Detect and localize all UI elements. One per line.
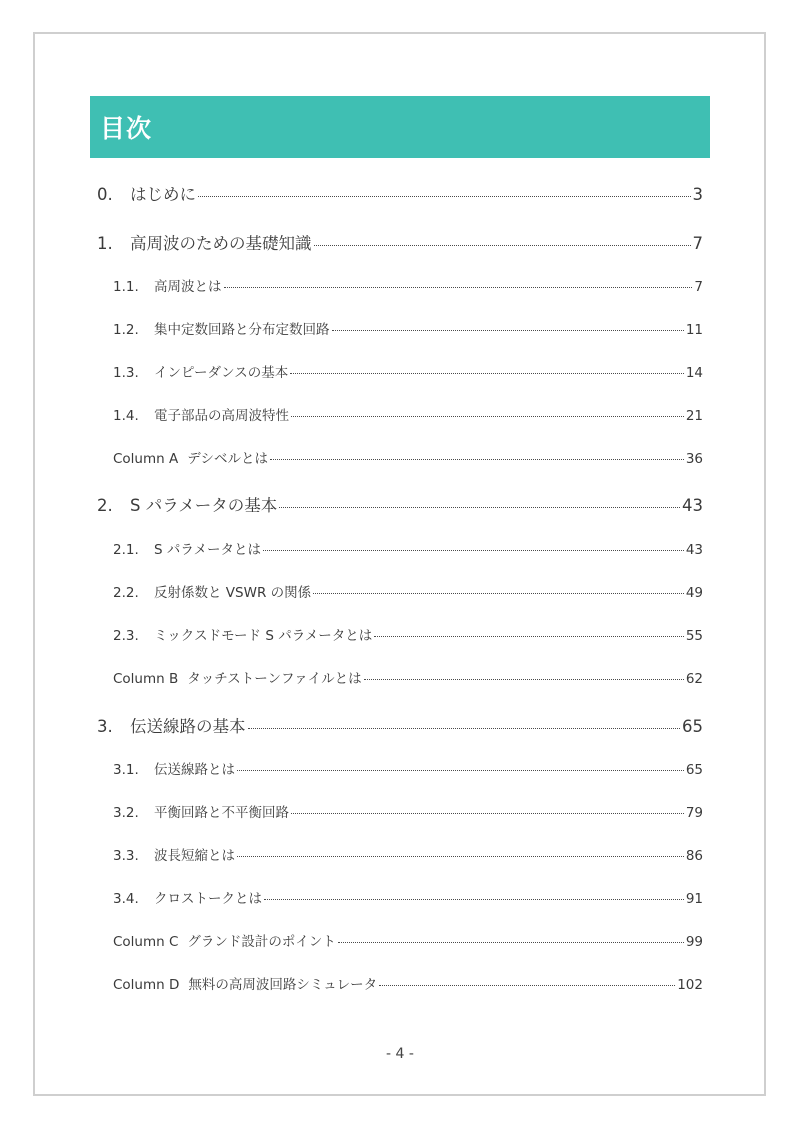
toc-section-entry[interactable] xyxy=(113,624,703,644)
toc-column-entry[interactable] xyxy=(113,930,703,950)
toc-entry-page: 49 xyxy=(685,585,703,601)
toc-dot-leader xyxy=(332,330,684,331)
toc-entry-number: 2.3. xyxy=(113,628,139,644)
toc-entry-page: 79 xyxy=(685,805,703,821)
toc-entry-page: 3 xyxy=(692,185,703,204)
toc-entry-page: 7 xyxy=(694,279,703,295)
toc-section-entry[interactable] xyxy=(113,361,703,381)
toc-entry-text: タッチストーンファイルとは xyxy=(187,671,362,687)
toc-entry-text: グランド設計のポイント xyxy=(187,934,336,950)
toc-dot-leader xyxy=(237,856,684,857)
toc-dot-leader xyxy=(263,550,684,551)
toc-entry-number: 3.3. xyxy=(113,848,139,864)
toc-dot-leader xyxy=(264,899,684,900)
toc-entry-number: 3.1. xyxy=(113,762,139,778)
toc-entry-number: 2. xyxy=(97,496,113,515)
toc-chapter-entry[interactable] xyxy=(97,713,703,737)
toc-entry-text: 高周波とは xyxy=(154,279,222,295)
toc-entry-page: 86 xyxy=(685,848,703,864)
toc-dot-leader xyxy=(198,196,691,197)
toc-section-entry[interactable] xyxy=(113,887,703,907)
toc-chapter-entry[interactable] xyxy=(97,492,703,516)
toc-entry-number: 0. xyxy=(97,185,113,204)
toc-section-entry[interactable] xyxy=(113,318,703,338)
toc-entry-page: 91 xyxy=(685,891,703,907)
toc-dot-leader xyxy=(364,679,684,680)
toc-section-entry[interactable] xyxy=(113,581,703,601)
toc-entry-text: S パラメータとは xyxy=(154,542,261,558)
toc-chapter-entry[interactable] xyxy=(97,181,703,205)
page-number: - 4 - xyxy=(386,1046,414,1062)
toc-dot-leader xyxy=(237,770,684,771)
toc-column-entry[interactable] xyxy=(113,447,703,467)
toc-section-entry[interactable] xyxy=(113,758,703,778)
toc-section-entry[interactable] xyxy=(113,801,703,821)
toc-entry-page: 14 xyxy=(685,365,703,381)
toc-column-entry[interactable] xyxy=(113,667,703,687)
toc-dot-leader xyxy=(248,728,681,729)
toc-entry-number: Column C xyxy=(113,934,179,950)
toc-dot-leader xyxy=(314,245,691,246)
toc-entry-number: 1.2. xyxy=(113,322,139,338)
toc-section-entry[interactable] xyxy=(113,538,703,558)
toc-entry-text: デシベルとは xyxy=(187,451,268,467)
toc-dot-leader xyxy=(379,985,675,986)
toc-entry-number: Column A xyxy=(113,451,179,467)
toc-dot-leader xyxy=(313,593,684,594)
toc-entry-number: 2.1. xyxy=(113,542,139,558)
toc-chapter-entry[interactable] xyxy=(97,230,703,254)
toc-dot-leader xyxy=(374,636,684,637)
toc-entry-page: 36 xyxy=(685,451,703,467)
toc-entry-text: S パラメータの基本 xyxy=(130,496,278,515)
toc-entry-page: 43 xyxy=(682,496,703,515)
toc-entry-text: 波長短縮とは xyxy=(154,848,235,864)
toc-dot-leader xyxy=(270,459,684,460)
toc-entry-text: インピーダンスの基本 xyxy=(154,365,289,381)
toc-entry-number: 2.2. xyxy=(113,585,139,601)
toc-entry-number: 1.4. xyxy=(113,408,139,424)
toc-entry-page: 62 xyxy=(685,671,703,687)
toc-entry-number: 1.3. xyxy=(113,365,139,381)
toc-section-entry[interactable] xyxy=(113,844,703,864)
toc-entry-number: 1.1. xyxy=(113,279,139,295)
toc-entry-number: Column D xyxy=(113,977,180,993)
toc-dot-leader xyxy=(291,416,684,417)
toc-entry-number: 3. xyxy=(97,717,113,736)
toc-entry-page: 65 xyxy=(682,717,703,736)
toc-entry-text: 電子部品の高周波特性 xyxy=(154,408,289,424)
toc-title: 目次 xyxy=(100,114,153,143)
toc-entry-page: 7 xyxy=(692,234,703,253)
toc-entry-page: 102 xyxy=(677,977,703,993)
toc-entry-page: 11 xyxy=(685,322,703,338)
toc-entry-number: 3.4. xyxy=(113,891,139,907)
toc-entry-text: 集中定数回路と分布定数回路 xyxy=(154,322,330,338)
toc-column-entry[interactable] xyxy=(113,973,703,993)
toc-entry-text: クロストークとは xyxy=(154,891,262,907)
toc-entry-number: Column B xyxy=(113,671,179,687)
toc-entry-text: 平衡回路と不平衡回路 xyxy=(154,805,289,821)
toc-entry-text: はじめに xyxy=(130,185,196,204)
toc-entry-page: 65 xyxy=(685,762,703,778)
toc-dot-leader xyxy=(338,942,684,943)
toc-entry-text: 伝送線路の基本 xyxy=(130,717,246,736)
toc-entry-text: ミックスドモード S パラメータとは xyxy=(154,628,373,644)
toc-entry-page: 55 xyxy=(685,628,703,644)
toc-dot-leader xyxy=(290,373,684,374)
toc-entry-page: 21 xyxy=(685,408,703,424)
toc-dot-leader xyxy=(291,813,684,814)
toc-entry-text: 伝送線路とは xyxy=(154,762,235,778)
toc-entry-text: 反射係数と VSWR の関係 xyxy=(154,585,312,601)
toc-entry-text: 無料の高周波回路シミュレータ xyxy=(188,977,378,993)
toc-dot-leader xyxy=(279,507,680,508)
toc-entry-number: 3.2. xyxy=(113,805,139,821)
toc-entry-text: 高周波のための基礎知識 xyxy=(130,234,312,253)
toc-entry-number: 1. xyxy=(97,234,113,253)
toc-section-entry[interactable] xyxy=(113,404,703,424)
toc-entry-page: 43 xyxy=(685,542,703,558)
toc-dot-leader xyxy=(224,287,693,288)
toc-section-entry[interactable] xyxy=(113,275,703,295)
toc-entry-page: 99 xyxy=(685,934,703,950)
